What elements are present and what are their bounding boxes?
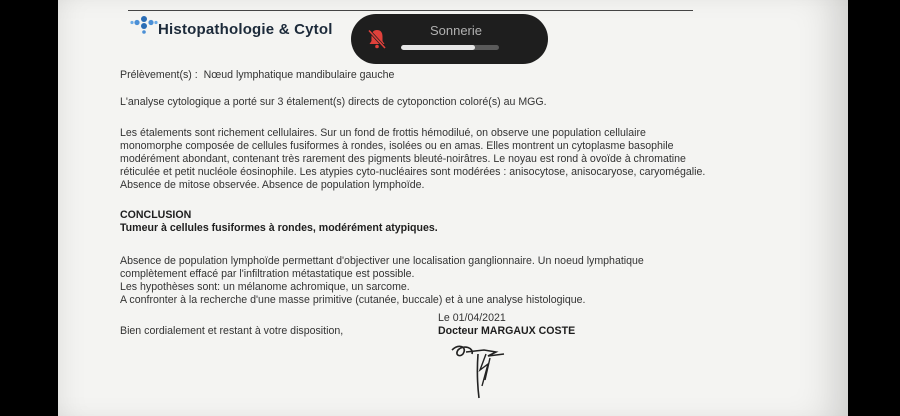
description-line: monomorphe composée de cellules fusiformes à rondes, isolées ou en amas. Elles montrent un cytoplasme basophile: [120, 140, 674, 152]
specimen-value: Nœud lymphatique mandibulaire gauche: [203, 69, 395, 81]
description-line: Absence de mitose observée. Absence de population lymphoïde.: [120, 179, 425, 191]
lab-logo-icon: [128, 13, 160, 35]
description-line: réticulée et petit nucléole éosinophile. Les atypies cyto-nucléaires sont modérées : anisocytose, anisocaryose, caryomégalie.: [120, 166, 706, 178]
comment-line: complètement effacé par l'infiltration métastatique est possible.: [120, 268, 415, 280]
analysis-sentence: L'analyse cytologique a porté sur 3 étalement(s) directs de cytoponction coloré(s) au MGG.: [120, 96, 547, 108]
comment-line: A confronter à la recherche d'une masse primitive (cutanée, buccale) et à une analyse histologique.: [120, 294, 586, 306]
description-line: Les étalements sont richement cellulaires. Sur un fond de frottis hémodilué, on observe une population cellulaire: [120, 127, 646, 139]
lab-title: Histopathologie & Cytol: [158, 21, 333, 38]
description-paragraph: [120, 127, 772, 192]
conclusion-heading: CONCLUSION: [120, 209, 192, 221]
header-divider: [128, 10, 693, 11]
doctor-name: Docteur MARGAUX COSTE: [438, 325, 576, 337]
volume-level: [401, 45, 475, 50]
closing-sentence: Bien cordialement et restant à votre disposition,: [120, 325, 344, 337]
comment-line: Les hypothèses sont: un mélanome achromique, un sarcome.: [120, 281, 410, 293]
description-line: modérément abondant, contenant très rarement des pigments bleuté-noirâtres. Le noyau est rond à ovoïde à chromatine: [120, 153, 686, 165]
ringer-notification[interactable]: [351, 14, 548, 64]
conclusion-text: Tumeur à cellules fusiformes à rondes, modérément atypiques.: [120, 222, 438, 234]
volume-slider[interactable]: [401, 45, 499, 50]
report-date: Le 01/04/2021: [438, 312, 506, 324]
bell-slash-icon: [365, 27, 389, 51]
specimen-line: [120, 69, 394, 82]
specimen-label: Prélèvement(s) :: [120, 69, 198, 81]
doctor-signature: [444, 340, 524, 410]
comment-line: Absence de population lymphoïde permettant d'objectiver une localisation ganglionnaire. Un noeud lymphatique: [120, 255, 644, 267]
notification-title: Sonnerie: [429, 23, 483, 38]
comment-paragraph: [120, 255, 760, 307]
